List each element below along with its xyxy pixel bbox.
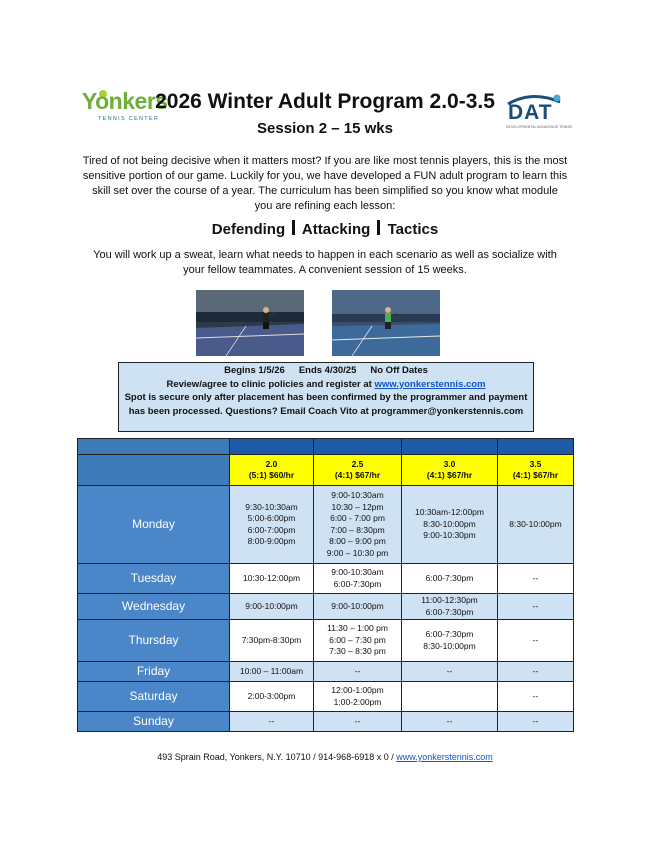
time-slot: 9:00-10:30pm: [423, 530, 476, 541]
time-slot: 1:00-2:00pm: [333, 696, 382, 707]
header-blank-cell: [314, 439, 402, 455]
day-label: Wednesday: [78, 594, 230, 620]
time-slot: 10:30-12:00pm: [242, 572, 301, 583]
register-link[interactable]: www.yonkerstennis.com: [374, 378, 486, 390]
register-line: [119, 378, 533, 392]
begins-date: Begins 1/5/26: [224, 365, 285, 376]
time-slot: 9:00-10:30am: [331, 567, 384, 577]
level-header-3-0: 3.0 (4:1) $67/hr: [402, 455, 498, 486]
time-slot-cell: [230, 594, 314, 620]
court-photo-left: [196, 290, 304, 356]
time-slot-cell: [498, 712, 574, 732]
time-slot: --: [532, 665, 539, 676]
day-label: Saturday: [78, 682, 230, 712]
time-slot: 8:00-9:00pm: [247, 536, 296, 546]
ends-date: Ends 4/30/25: [298, 365, 357, 376]
time-slot: 11:00-12:30pm: [421, 595, 478, 605]
time-slot: 10:30 – 12pm: [331, 501, 384, 512]
modules-line: [0, 220, 650, 238]
time-slot-cell: [498, 620, 574, 662]
time-slot-cell: [402, 564, 498, 594]
time-slot: 8:30-10:00pm: [509, 518, 562, 529]
time-slot: 6:00 – 7:30 pm: [329, 634, 386, 645]
intro-paragraph: Tired of not being decisive when it matters most? If you are like most tennis players, this is the most sensitive portion of our game. Luckily for you, we have developed a FUN adult program to learn this skill set over the course of a year. The curriculum has been simplified so you know what module you are refining each lesson:: [82, 155, 568, 212]
time-slot: --: [446, 715, 453, 726]
time-slot: 9:00-10:30am: [331, 490, 384, 500]
header-blank-cell: [230, 439, 314, 455]
time-slot: 9:00 – 10:30 pm: [326, 547, 389, 558]
footer-address: 493 Sprain Road, Yonkers, N.Y. 10710 / 914-968-6918 x 0 /: [157, 752, 397, 762]
time-slot-cell: [402, 712, 498, 732]
module-defending: Defending: [211, 221, 286, 238]
time-slot-cell: [498, 564, 574, 594]
time-slot-cell: [314, 486, 402, 564]
module-divider: [292, 220, 295, 235]
time-slot: 6:00-7:30pm: [333, 578, 382, 589]
time-slot: 8:30-10:00pm: [423, 640, 476, 651]
time-slot-cell: [402, 682, 498, 712]
contact-line: has been processed. Questions? Email Coach Vito at programmer@yonkerstennis.com: [128, 405, 524, 417]
time-slot-cell: [314, 594, 402, 620]
time-slot-cell: [498, 594, 574, 620]
time-slot: --: [354, 715, 361, 726]
time-slot: 9:00-10:00pm: [331, 600, 384, 611]
header-blank-cell: [498, 439, 574, 455]
level-header-2-5: 2.5 (4:1) $67/hr: [314, 455, 402, 486]
description-paragraph: You will work up a sweat, learn what needs to happen in each scenario as well as socialize with your fellow teammates. A convenient session of 15 weeks.: [93, 249, 557, 276]
schedule-body: [78, 486, 574, 732]
day-label: Sunday: [78, 712, 230, 732]
time-slot-cell: [230, 682, 314, 712]
session-subtitle: Session 2 – 15 wks: [257, 120, 393, 137]
time-slot: 6:00-7:30pm: [425, 606, 474, 617]
review-text: Review/agree to clinic policies and register at: [166, 378, 375, 390]
module-attacking: Attacking: [301, 221, 371, 238]
time-slot: --: [532, 634, 539, 645]
module-divider: [377, 220, 380, 235]
time-slot-cell: [314, 712, 402, 732]
placement-line: Spot is secure only after placement has been confirmed by the programmer and payment: [124, 392, 528, 403]
registration-info-box: [118, 362, 534, 432]
time-slot-cell: [402, 662, 498, 682]
time-slot: --: [268, 715, 275, 726]
time-slot-cell: [402, 594, 498, 620]
time-slot: 2:00-3:00pm: [247, 690, 296, 701]
page-title: 2026 Winter Adult Program 2.0-3.5: [155, 90, 495, 113]
logo-sub-text: TENNIS CENTER: [98, 116, 160, 122]
time-slot: 10:00 – 11:00am: [239, 665, 304, 676]
header-corner-cell: [78, 455, 230, 486]
time-slot-cell: [230, 564, 314, 594]
time-slot: 5:00-6:00pm: [247, 513, 296, 523]
time-slot: 8:30-10:00pm: [423, 518, 476, 529]
schedule-row-wednesday: [78, 594, 574, 620]
level-header-3-5: 3.5 (4:1) $67/hr: [498, 455, 574, 486]
schedule-row-tuesday: [78, 564, 574, 594]
time-slot-cell: [314, 682, 402, 712]
schedule-row-sunday: [78, 712, 574, 732]
time-slot: 9:30-10:30am: [245, 501, 298, 512]
time-slot-cell: [498, 682, 574, 712]
time-slot-cell: [498, 486, 574, 564]
dat-logo-tagline: DEVELOPMENTAL ADVANTAGE TENNIS: [506, 125, 572, 129]
time-slot: 6:00-7:00pm: [247, 524, 296, 535]
time-slot-cell: [402, 486, 498, 564]
time-slot-cell: [402, 620, 498, 662]
time-slot: --: [532, 572, 539, 583]
day-label: Tuesday: [78, 564, 230, 594]
schedule-table: [77, 438, 574, 732]
time-slot: 6:00 - 7:00 pm: [330, 513, 385, 523]
time-slot: 7:30 – 8:30 pm: [329, 646, 386, 657]
time-slot-cell: [314, 620, 402, 662]
time-slot: 12:00-1:00pm: [331, 685, 384, 695]
time-slot-cell: [230, 620, 314, 662]
day-label: Monday: [78, 486, 230, 564]
time-slot: 11:30 – 1:00 pm: [327, 623, 388, 634]
schedule-row-thursday: [78, 620, 574, 662]
footer-link[interactable]: www.yonkerstennis.com: [396, 752, 493, 762]
time-slot: --: [532, 690, 539, 701]
time-slot: 10:30am-12:00pm: [415, 507, 484, 518]
level-header-2-0: 2.0 (5:1) $60/hr: [230, 455, 314, 486]
header-blank-cell: [402, 439, 498, 455]
time-slot: --: [532, 600, 539, 611]
time-slot: 6:00-7:30pm: [425, 572, 474, 583]
schedule-row-saturday: [78, 682, 574, 712]
schedule-row-friday: [78, 662, 574, 682]
day-label: Friday: [78, 662, 230, 682]
off-dates: No Off Dates: [370, 365, 428, 376]
court-photo-right: [332, 290, 440, 356]
day-label: Thursday: [78, 620, 230, 662]
time-slot-cell: [314, 564, 402, 594]
time-slot: 8:00 – 9:00 pm: [329, 536, 386, 546]
time-slot: 7:30pm-8:30pm: [241, 634, 302, 645]
time-slot: --: [354, 665, 361, 676]
dat-logo-text: DAT: [508, 101, 553, 124]
header-blank-cell: [78, 439, 230, 455]
schedule-row-monday: [78, 486, 574, 564]
footer: [0, 752, 650, 762]
time-slot: 9:00-10:00pm: [245, 600, 298, 611]
time-slot: --: [446, 665, 453, 676]
time-slot-cell: [230, 486, 314, 564]
time-slot: 7:00 – 8:30pm: [330, 524, 385, 535]
time-slot-cell: [314, 662, 402, 682]
time-slot: --: [532, 715, 539, 726]
dates-line: [119, 364, 533, 378]
time-slot: 6:00-7:30pm: [425, 629, 474, 639]
time-slot-cell: [498, 662, 574, 682]
time-slot-cell: [230, 712, 314, 732]
time-slot-cell: [230, 662, 314, 682]
module-tactics: Tactics: [387, 221, 439, 238]
logo-brand-text: Yonkers: [82, 88, 168, 114]
